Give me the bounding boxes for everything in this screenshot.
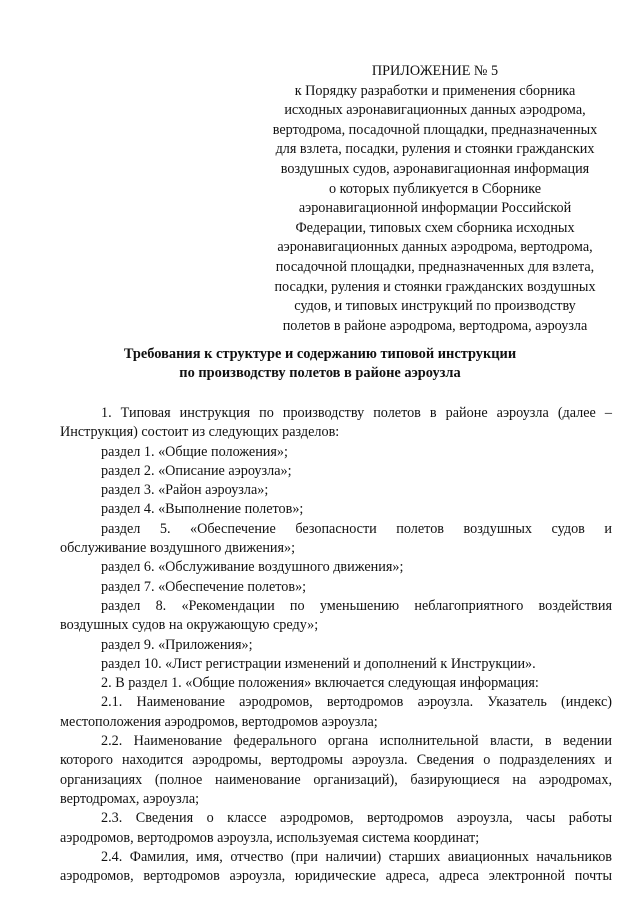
section-item-8-line-2: воздушных судов на окружающую среду»;	[60, 617, 319, 634]
paragraph-2-3-line-1: 2.3. Сведения о классе аэродромов, вертодромов аэроузла, часы работы	[101, 810, 612, 827]
section-item-1: раздел 1. «Общие положения»;	[101, 443, 288, 460]
appendix-line: вертодрома, посадочной площадки, предназначенных	[272, 121, 598, 138]
appendix-line: посадочной площадки, предназначенных для взлета,	[275, 258, 595, 275]
paragraph-2: 2. В раздел 1. «Общие положения» включается следующая информация:	[101, 675, 539, 692]
appendix-line: аэронавигационных данных аэродрома, вертодрома,	[277, 239, 593, 256]
appendix-line: полетов в районе аэродрома, вертодрома, аэроузла	[282, 317, 588, 334]
section-item-5-line-2: обслуживание воздушного движения»;	[60, 540, 296, 557]
paragraph-2-4-line-2: аэродромов, вертодромов аэроузла, юридические адреса, адреса электронной почты	[60, 868, 612, 885]
paragraph-1-line-2: Инструкция) состоит из следующих разделов:	[60, 424, 340, 441]
appendix-line: для взлета, посадки, руления и стоянки гражданских	[275, 141, 595, 158]
section-item-4: раздел 4. «Выполнение полетов»;	[101, 501, 304, 518]
paragraph-2-2-line-2: которого находится аэродромы, вертодромы аэроузла. Сведения о подразделениях и	[60, 752, 612, 769]
paragraph-2-2-line-4: вертодромах, аэроузла;	[60, 790, 200, 807]
heading-line-2: по производству полетов в районе аэроузла	[179, 365, 461, 381]
section-item-3: раздел 3. «Район аэроузла»;	[101, 482, 269, 499]
appendix-line: к Порядку разработки и применения сборника	[294, 82, 576, 99]
appendix-line: посадки, руления и стоянки гражданских воздушных	[274, 278, 596, 295]
appendix-title: ПРИЛОЖЕНИЕ № 5	[371, 63, 499, 79]
paragraph-2-4-line-1: 2.4. Фамилия, имя, отчество (при наличии) старших авиационных начальников	[101, 848, 612, 865]
paragraph-1-line-1: 1. Типовая инструкция по производству полетов в районе аэроузла (далее –	[101, 405, 612, 421]
section-item-10: раздел 10. «Лист регистрации изменений и дополнений к Инструкции».	[101, 655, 536, 672]
section-item-8-line-1: раздел 8. «Рекомендации по уменьшению неблагоприятного воздействия	[101, 597, 612, 614]
document-body	[60, 404, 612, 886]
appendix-header	[255, 62, 615, 336]
paragraph-2-3-line-2: аэродромов, вертодромов аэроузла, используемая система координат;	[60, 829, 480, 846]
section-item-2: раздел 2. «Описание аэроузла»;	[101, 462, 292, 479]
document-heading	[0, 345, 640, 383]
appendix-line: аэронавигационной информации Российской	[298, 200, 572, 217]
appendix-line: Федерации, типовых схем сборника исходных	[295, 219, 575, 236]
section-item-7: раздел 7. «Обеспечение полетов»;	[101, 578, 307, 595]
appendix-line: исходных аэронавигационных данных аэродрома,	[284, 102, 586, 119]
paragraph-2-1-line-2: местоположения аэродромов, вертодромов аэроузла;	[60, 713, 378, 730]
paragraph-2-1-line-1: 2.1. Наименование аэродромов, вертодромов аэроузла. Указатель (индекс)	[101, 694, 612, 711]
appendix-line: судов, и типовых инструкций по производству	[294, 298, 576, 315]
section-item-9: раздел 9. «Приложения»;	[101, 636, 253, 653]
section-item-5-line-1: раздел 5. «Обеспечение безопасности полетов воздушных судов и	[101, 520, 612, 537]
paragraph-2-2-line-1: 2.2. Наименование федерального органа исполнительной власти, в ведении	[101, 733, 612, 750]
section-item-6: раздел 6. «Обслуживание воздушного движения»;	[101, 559, 404, 576]
appendix-line: воздушных судов, аэронавигационная информация	[280, 160, 590, 177]
appendix-line: о которых публикуется в Сборнике	[328, 180, 542, 197]
heading-line-1: Требования к структуре и содержанию типовой инструкции	[123, 346, 517, 362]
paragraph-2-2-line-3: организациях (полное наименование организаций), базирующиеся на аэродромах,	[60, 771, 612, 788]
